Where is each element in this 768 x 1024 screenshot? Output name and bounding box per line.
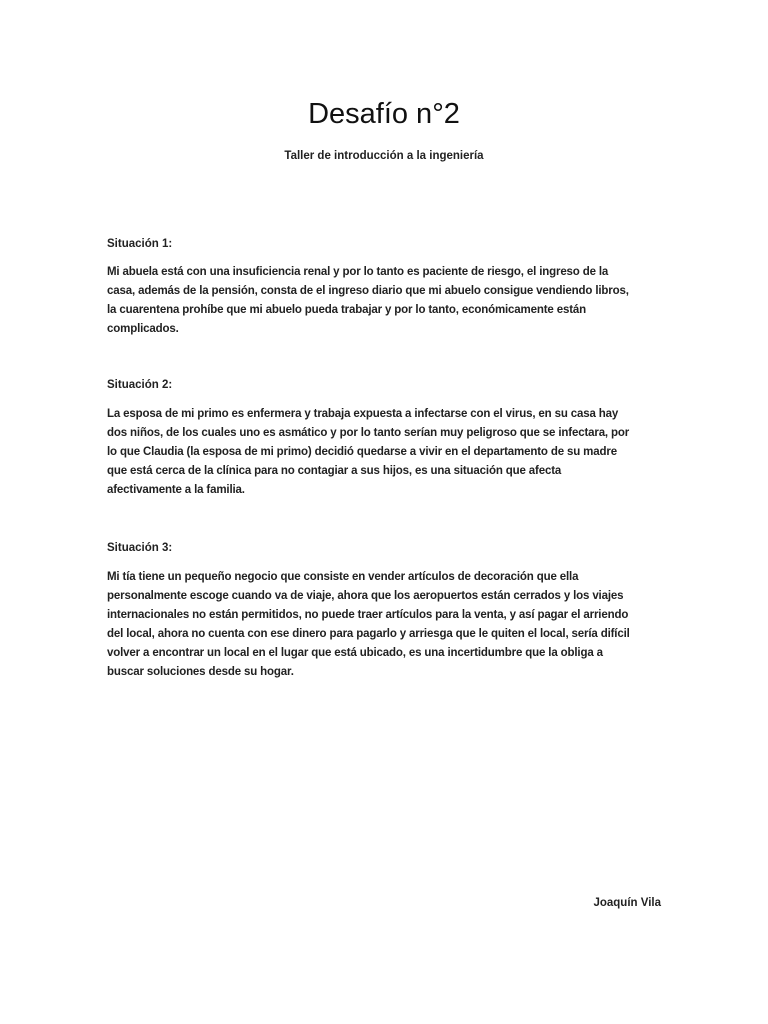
section-1-text: Mi abuela está con una insuficiencia renal y por lo tanto es paciente de riesgo, el ingreso de la casa, además de la pensión, consta de el ingreso diario que mi abuelo consigue vendiendo libros, la cuarentena prohíbe que mi abuelo pueda trabajar y por lo tanto, económicamente están complicados. — [107, 266, 629, 335]
section-1-heading: Situación 1: — [107, 238, 173, 250]
author-signature: Joaquín Vila — [593, 897, 661, 909]
document-title: Desafío n°2 — [308, 98, 460, 130]
section-3-heading: Situación 3: — [107, 542, 173, 554]
section-2-text: La esposa de mi primo es enfermera y trabaja expuesta a infectarse con el virus, en su casa hay dos niños, de los cuales uno es asmático y por lo tanto serían muy peligroso que se infectara, por lo que Claudia (la esposa de mi primo) decidió quedarse a vivir en el departamento de su madre que está cerca de la clínica para no contagiar a sus hijos, es una situación que afecta afectivamente a la familia. — [107, 408, 630, 496]
section-2-heading: Situación 2: — [107, 379, 173, 391]
section-3-text: Mi tía tiene un pequeño negocio que consiste en vender artículos de decoración que ella personalmente escoge cuando va de viaje, ahora que los aeropuertos están cerrados y los viajes internacionales no están permitidos, no puede traer artículos para la venta, y así pagar el arriendo del local, ahora no cuenta con ese dinero para pagarlo y arriesga que le quiten el local, sería difícil volver a encontrar un local en el lugar que está ubicado, es una incertidumbre que la obliga a buscar soluciones desde su hogar. — [107, 571, 630, 678]
document-subtitle: Taller de introducción a la ingeniería — [284, 150, 484, 162]
